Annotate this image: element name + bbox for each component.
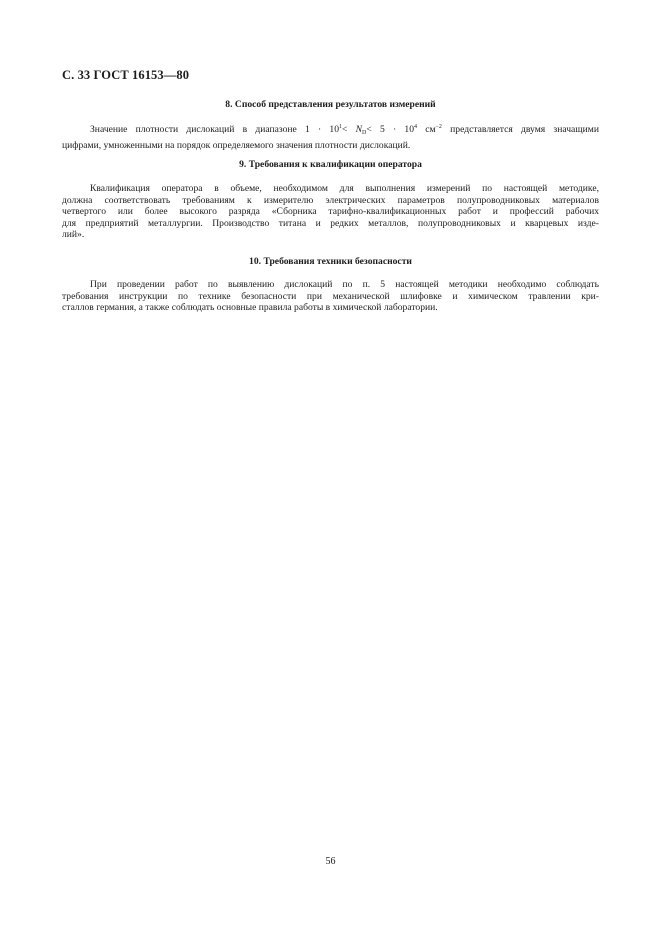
formula-variable: N (355, 124, 363, 135)
section-8-paragraph (62, 122, 599, 151)
section-8-line-2: цифрами, умноженными на порядок определяемого значения плотности дислокаций. (62, 139, 411, 151)
section-9-line: четвертого или более высокого разряда «Сборника тарифно-квалификационных работ и профессий рабочих (62, 206, 599, 218)
section-8-line-1 (62, 122, 599, 140)
formula-unit-exponent: −2 (435, 124, 442, 130)
section-8-title: 8. Способ представления результатов измерений (225, 99, 436, 110)
section-10-line: требования инструкции по технике безопасности при механической шлифовке и химическом травлении кри- (62, 290, 599, 302)
section-9-line: должна соответствовать требованиям к измерителю электрических параметров полупроводниковых материалов (62, 194, 599, 206)
page-header: С. 33 ГОСТ 16153—80 (62, 68, 190, 82)
formula-exponent-2: 4 (414, 124, 417, 130)
formula-unit: см (417, 124, 436, 135)
section-9-title: 9. Требования к квалификации оператора (239, 159, 422, 170)
section-10-paragraph (62, 279, 599, 314)
formula-exponent-1: 1 (339, 124, 343, 130)
section-9-line: для предприятий металлургии. Производство титана и редких металлов, полупроводниковых и кварцевых изде- (62, 217, 599, 229)
formula-text-before: Значение плотности дислокаций в диапазоне 1 · 10 (90, 124, 340, 135)
section-9-paragraph (62, 183, 599, 241)
section-9-line: лий». (62, 229, 85, 241)
section-9-line: Квалификация оператора в объеме, необходимом для выполнения измерений по настоящей методике, (90, 183, 599, 194)
section-10-line: сталлов германия, а также соблюдать основные правила работы в химической лаборатории. (62, 302, 438, 314)
formula-less-than-2: < 5 · 10 (366, 124, 414, 135)
section-10-line: При проведении работ по выявлению дислокаций по п. 5 настоящей методики необходимо соблюдать (90, 279, 599, 290)
page-number: 56 (325, 856, 336, 867)
formula-less-than-1: < (342, 124, 356, 135)
formula-text-after: представляется двумя значащими (441, 124, 600, 135)
section-10-title: 10. Требования техники безопасности (249, 256, 412, 267)
formula-subscript: D (362, 130, 367, 136)
